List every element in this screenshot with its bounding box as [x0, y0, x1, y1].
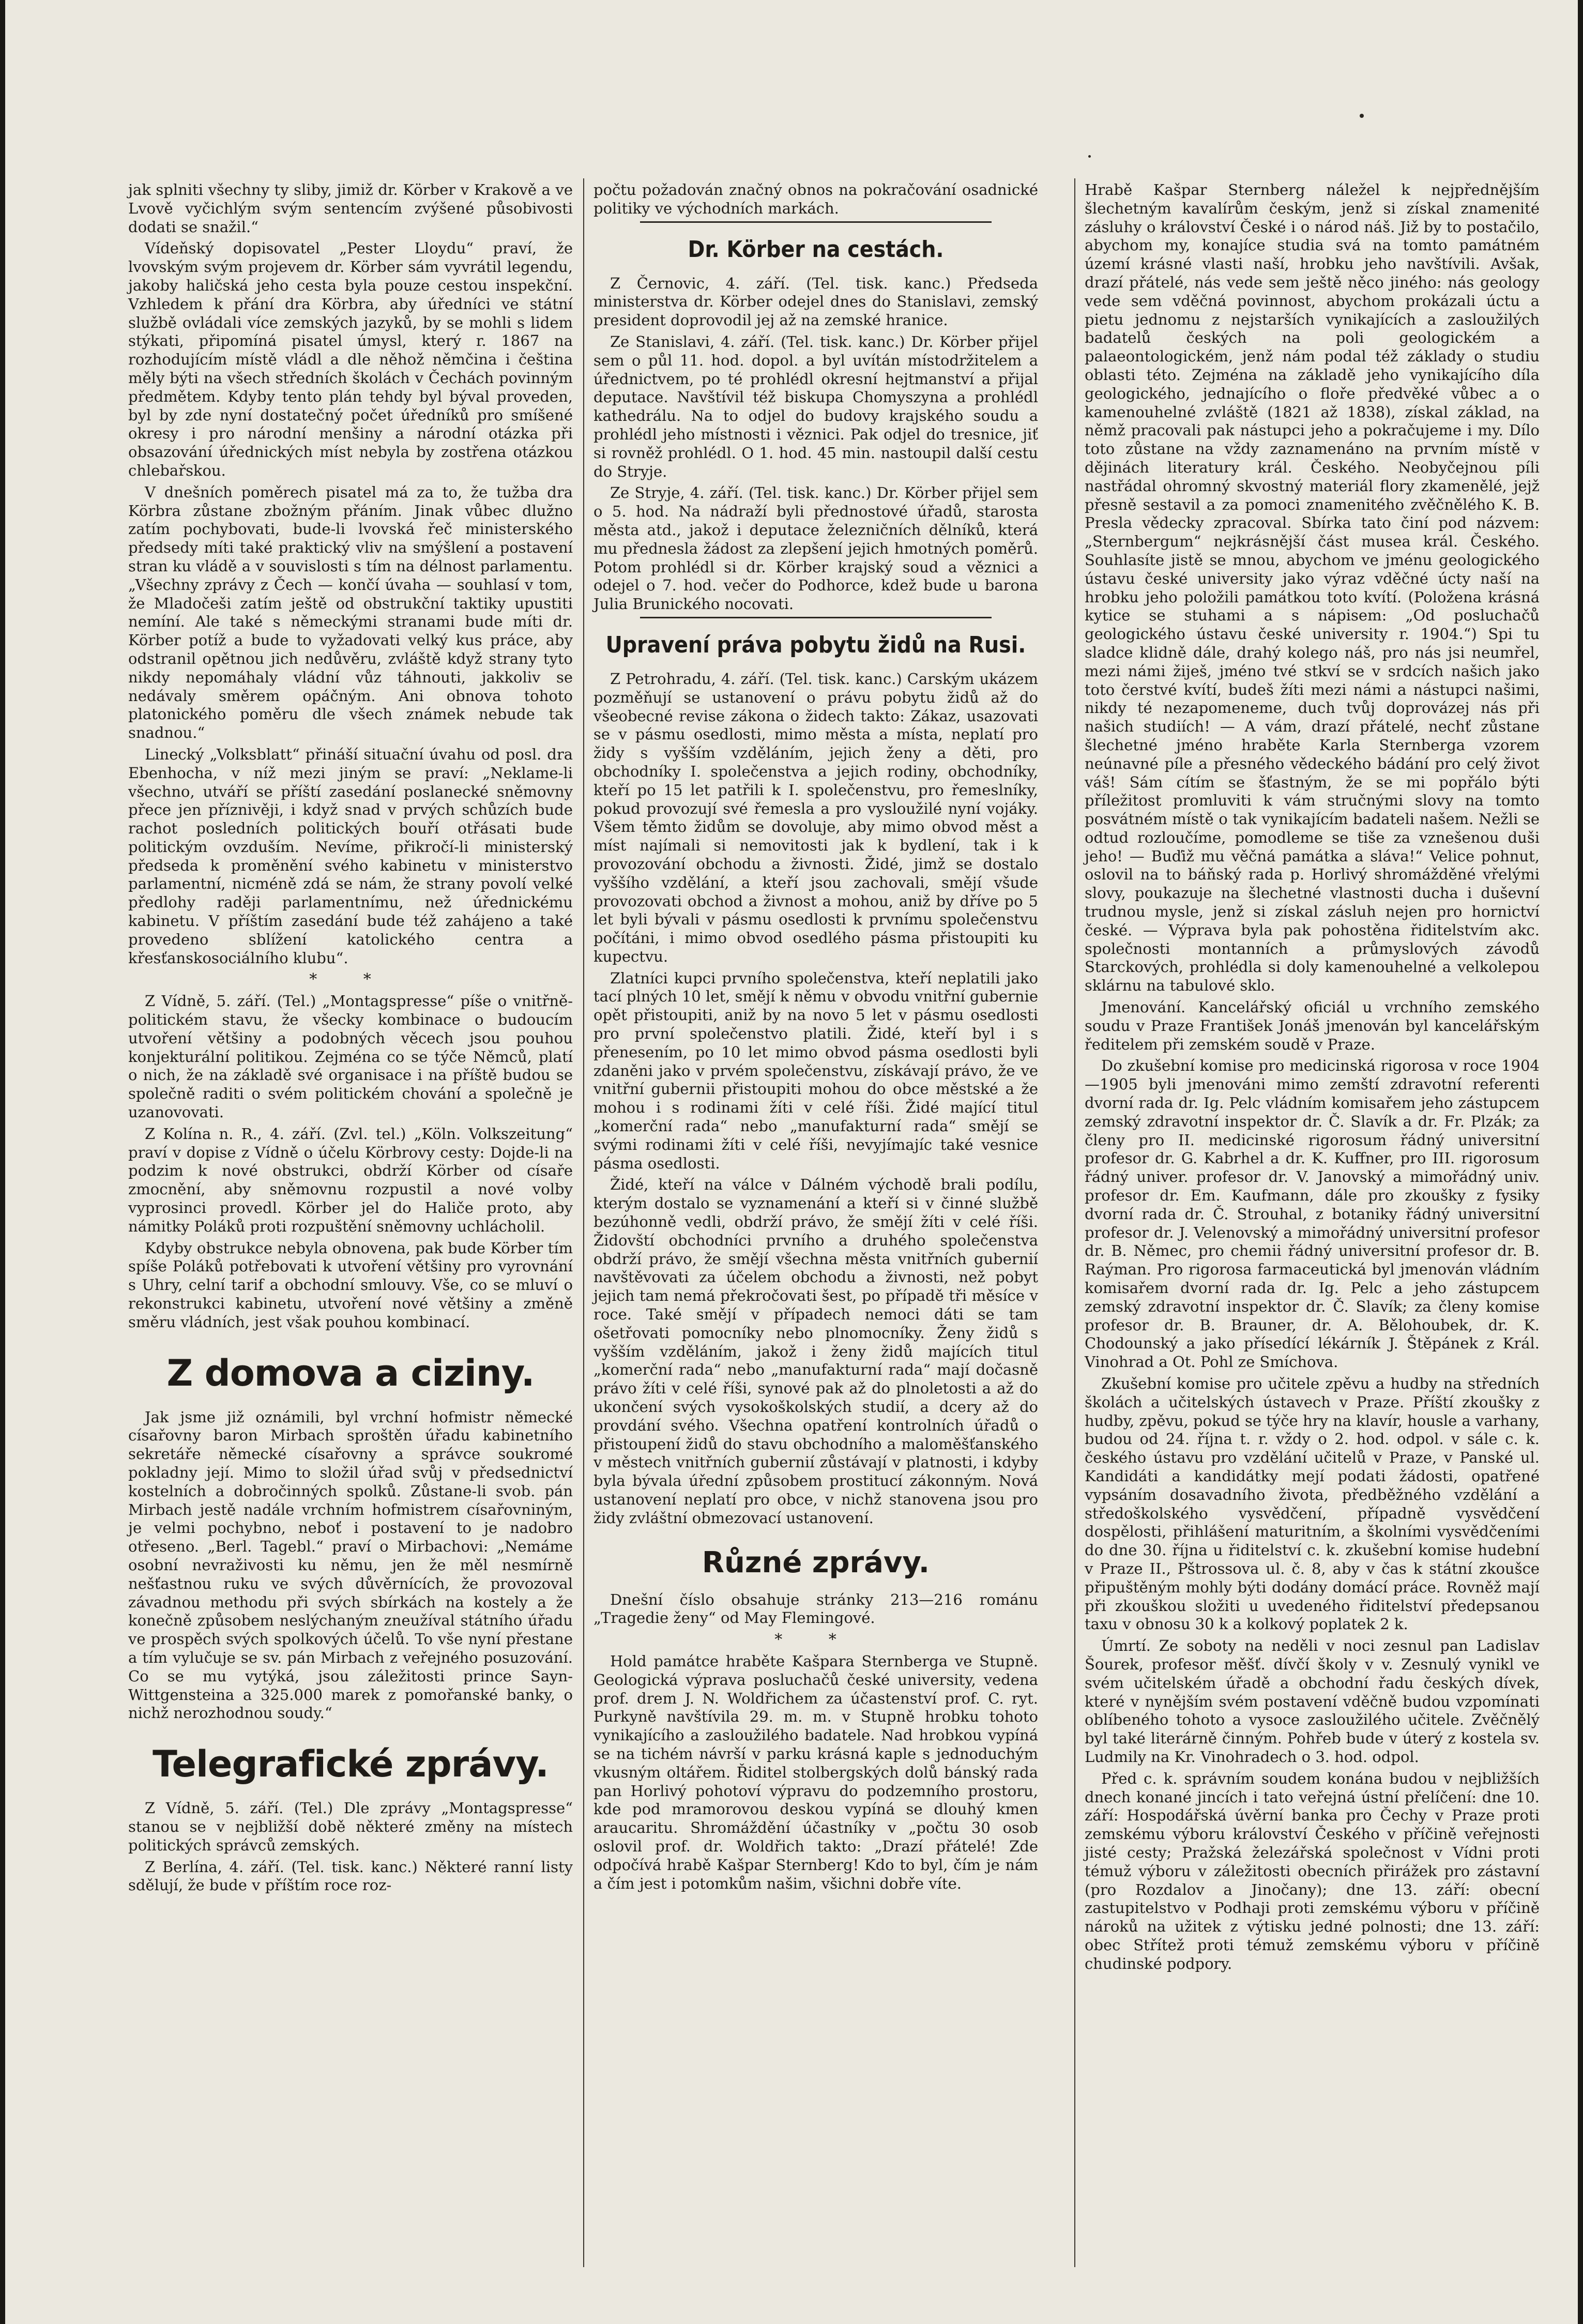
divider	[640, 221, 992, 223]
section-heading-misc: Různé zprávy.	[702, 1545, 930, 1579]
column-3	[1085, 181, 1540, 1977]
paragraph: Z Vídně, 5. září. (Tel.) „Montagspresse“ píše o vnitřně-politickém stavu, že všecky kombinace o budoucím utvoření většiny a podobných věcech jsou pouhou konjekturální politikou. Zejména co se týče Němců, platí o nich, že na základě své organisace i na příště budou se společně raditi o svém politickém chování a společně je uzanovovati.	[128, 992, 573, 1121]
paragraph: Z Berlína, 4. září. (Tel. tisk. kanc.) Některé ranní listy sdělují, že bude v příštím roce roz-	[128, 1858, 573, 1894]
left-page-edge	[0, 0, 5, 2324]
paragraph: Hold památce hraběte Kašpara Sternberga ve Stupně. Geologická výprava posluchačů české university, vedena prof. drem J. N. Woldřichem za účastenství prof. C. ryt. Purkyně navštívila 29. m. m. v Stupně hrobku tohoto vynikajícího a zasloužilého badatele. Nad hrobkou vypíná se na tichém návrší v parku krásná kaple s jednoduchým vkusným oltářem. Řiditel stolbergských dolů bánský rada pan Horlivý pohotoví výpravu do podzemního prostoru, kde pod mramorovou deskou vypíná se dlouhý kmen araucaritu. Shromáždění účastníky v „počtu 30 osob oslovil prof. dr. Woldřich takto: „Drazí přátelé! Zde odpočívá hrabě Kašpar Sternberg! Kdo to byl, čím je nám a čím jest i potomkům našim, všichni dobře víte.	[593, 1652, 1038, 1892]
paragraph: V dnešních poměrech pisatel má za to, že tužba dra Körbra zůstane zbožným přáním. Jinak vůbec dlužno zatím pochybovati, bude-li lvovská řeč ministerského předsedy míti také praktický vliv na smýšlení a postavení stran ku vládě a v souvislosti s tím na délnost parlamentu. „Všechny zprávy z Čech — končí úvaha — souhlasí v tom, že Mladočeši zatím ještě od obstrukční taktiky upustiti nemíní. Ale také s německými stranami bude míti dr. Körber potíž a bude to vyžadovati velký kus práce, aby odstranil opětnou jich nedůvěru, zvláště když strany tyto nikdy nepomáhaly vládní vůz táhnouti, jakkoliv se nedávaly směrem opáčným. Ani obnova tohoto platonického poměru dle všech známek nebude tak snadnou.“	[128, 483, 573, 742]
paragraph: Úmrtí. Ze soboty na neděli v noci zesnul pan Ladislav Šourek, profesor měšť. dívčí školy v v. Zesnulý vynikl ve svém učitelském úřadě a obchodní řadu českých dívek, které v nynějším svém postavení vděčně budou vzpomínati oblíbeného tohoto a vysoce zasloužilého učitele. Zvěčnělý byl také literárně činným. Pohřeb bude v úterý z kostela sv. Ludmily na Kr. Vinohradech o 3. hod. odpol.	[1085, 1637, 1540, 1766]
column-1	[128, 181, 573, 1898]
article-heading-jews: Upravení práva pobytu židů na Rusi.	[605, 631, 1026, 658]
section-heading-domestic: Z domova a ciziny.	[166, 1351, 535, 1394]
paragraph: počtu požadován značný obnos na pokračování osadnické politiky ve východních markách.	[593, 181, 1038, 217]
paragraph: Dnešní číslo obsahuje stránky 213—216 románu „Tragedie ženy“ od May Flemingové.	[593, 1590, 1038, 1627]
paragraph: Do zkušební komise pro medicinská rigorosa v roce 1904—1905 byli jmenováni mimo zemští zdravotní referenti dvorní rada dr. Ig. Pelc vládním komisařem jeho zástupcem zemský zdravotní inspektor dr. Č. Slavík a dr. Fr. Plzák; za členy pro II. medicinské rigorosum řádný universitní profesor dr. G. Kabrhel a dr. K. Kuffner, pro III. rigorosum řádný univer. profesor dr. V. Janovský a mimořádný univ. profesor dr. Em. Kaufmann, dále pro zkoušky z fysiky dvorní rada dr. Č. Strouhal, z botaniky řádný universitní profesor dr. J. Velenovský a mimořádný universitní profesor dr. B. Němec, pro chemii řádný universitní profesor dr. B. Raýman. Pro rigorosa farmaceutická byl jmenován vládním komisařem dvorní rada dr. Ig. Pelc a jeho zástupcem zemský zdravotní inspektor dr. Č. Slavík; za členy komise profesor dr. B. Brauner, dr. A. Bělohoubek, dr. K. Chodounský a jako přísedící lékárník J. Štěpánek z Král. Vinohrad a Ot. Pohl ze Smíchova.	[1085, 1057, 1540, 1371]
separator-stars: * *	[309, 970, 392, 989]
paragraph: Z Vídně, 5. září. (Tel.) Dle zprávy „Montagspresse“ stanou se v nejbližší době některé změny na místech politických správců zemských.	[128, 1799, 573, 1854]
paragraph: Zlatníci kupci prvního společenstva, kteří neplatili jako tací plných 10 let, smějí k němu v obvodu vnitřní gubernie opět přistoupiti, aniž by na novo 5 let v pásmu osedlosti pro první společenstvo platili. Židé, kteří byl i s přenesením, po 10 let mimo obvod pásma osedlosti byli zdaněni jako v prvém společenstvu, získávají právo, že ve vnitřní gubernii přistoupiti mohou do obce městské a že mohou i s rodinami žíti v celé říši. Židé mající titul „komerční rada“ nebo „manufakturní rada“ smějí se svými rodinami žíti v celé říši, nevyjímajíc také vesnice pásma osedlosti.	[593, 969, 1038, 1172]
paragraph: Před c. k. správním soudem konána budou v nejbližších dnech konané jincích i tato veřejná ústní přelíčení: dne 10. září: Hospodářská úvěrní banka pro Čechy v Praze proti zemskému výboru království Českého v příčině veřejnosti jisté cesty; Pražská železářská společnost v Vídni proti témuž výboru v záležitosti obecních přirážek pro zástavní (pro Rozdalov a Jinočany); dne 13. září: obecní zastupitelstvo v Podhaji proti zemskému výboru v příčině nároků na užitek z výtisku jedné polnosti; dne 13. září: obec Střítež proti témuž zemskému výboru v příčině chudinské podpory.	[1085, 1769, 1540, 1972]
right-page-edge	[1578, 0, 1583, 2324]
paragraph: Ze Stanislavi, 4. září. (Tel. tisk. kanc.) Dr. Körber přijel sem o půl 11. hod. dopol. a byl uvítán místodržitelem a úřednictvem, po té prohlédl okresní hejtmanství a přijal deputace. Navštívil též biskupa Chomyszyna a prohlédl kathedrálu. Na to odjel do budovy krajského soudu a prohlédl jeho místnosti i věznici. Pak odjel do tresnice, jiť si rovněž prohlédl. O 1. hod. 45 min. nastoupil další cestu do Stryje.	[593, 332, 1038, 480]
paragraph: Hrabě Kašpar Sternberg náležel k nejpřednějším šlechetným kavalírům českým, jenž si získal znamenité zásluhy o království České i o národ náš. Již by to postačilo, abychom my, konajíce studia svá na tomto památném území krásné vlasti naší, hrobku jeho navštívili. Avšak, drazí přátelé, nás vede sem ještě něco jiného: nás geology vede sem vděčná povinnost, abychom prokázali úctu a pietu jednomu z nejstarších vynikajících a zasloužilých badatelů českých na poli geologickém a palaeontologickém, jenž nám podal též základy o studiu oblasti této. Zejména na základě jeho vynikajícího díla geologického, jednajícího o floře předvěké vůbec a o kamenouhelné zvláště (1821 až 1838), získal základ, na němž pracovali pak nástupci jeho a pokračujeme i my. Dílo toto zůstane na vždy zaznamenáno na prvním místě v dějinách literatury král. Českého. Neobyčejnou píli nastřádal ohromný skvostný materiál flory zkamenělé, jejž přesně sestavil a za pomoci znamenitého zvěčnělého K. B. Presla vědecky zpracoval. Sbírka tato činí pod názvem: „Sternbergum“ nejkrásnější část musea král. Českého. Souhlasíte jistě se mnou, abychom ve jménu geologického ústavu české university jako výraz vděčné úcty naší na hrobku jeho položili památkou toto kvítí. (Položena krásná kytice se stuhami a s nápisem: „Od posluchačů geologického ústavu české university r. 1904.“) Spi tu sladce klidně dále, drahý kolego náš, pro nás jsi neumřel, mezi námi žiješ, jméno tvé stkví se v srdcích našich jako toto čerstvé kvítí, budeš žíti mezi námi a nástupci našimi, nikdy té nezapomeneme, duch tvůj doprovázej nás při našich studiích! — A vám, drazí přátelé, nechť zůstane šlechetné jméno hraběte Karla Sternberga vzorem neúnavné píle a přesného vědeckého bádání pro celý život váš! Sám cítím se šťastným, že se mi popřálo býti příležitost promluviti k vám stručnými slovy na tomto posvátném místě o tak vynikajícím badateli našem. Nežli se odtud rozloučíme, pomodleme se tiše za vznešenou duši jeho! — Buďiž mu věčná památka a sláva!“ Velice pohnut, oslovil na to báňský rada p. Horlivý shromážděné vřelými slovy, poukazuje na šlechetné vlastnosti ducha i duševní trudnou mysle, jenž si získal zásluh nejen pro hornictví české. — Výprava byla pak pohostěna řiditelstvím akc. společnosti montanních a průmyslových závodů Starckových, prohlédla si doly kamenouhelné a velkolepou sklárnu na tabulové sklo.	[1085, 181, 1540, 995]
paragraph: Z Petrohradu, 4. září. (Tel. tisk. kanc.) Carským ukázem pozměňují se ustanovení o právu pobytu židů až do všeobecné revise zákona o židech takto: Zákaz, usazovati se v pásmu osedlosti, mimo města a místa, neplatí pro židy s vyšším vzděláním, jejich ženy a děti, pro obchodníky I. společenstva a jejich rodiny, obchodníky, kteří po 15 let patřili k I. společenstvu, pro řemeslníky, pokud provozují své řemesla a pro vysloužilé nyní vojáky. Všem těmto židům se dovoluje, aby mimo obvod měst a míst najímali si nemovitosti jak k bydlení, tak i k provozování obchodu a živnosti. Židé, jimž se dostalo vyššího vzdělání, a kteří jsou zachovali, smějí všude provozovati obchod a živnost a mohou, aniž by dříve po 5 let byli bývali v pásmu osedlosti k prvnímu společenstvu počítáni, i mimo obvod osedlého pásma přistoupiti ku kupectvu.	[593, 670, 1038, 965]
paragraph: Židé, kteří na válce v Dálném východě brali podílu, kterým dostalo se vyznamenání a kteří si v činné službě bezúhonně vedli, obdrží právo, že smějí žíti v celé říši. Židovští obchodníci prvního a druhého společenstva obdrží právo, že smějí všechna města vnitřních gubernií navštěvovati za účelem obchodu a živnosti, než pobyt jejich tam nemá překročovati šest, po případě tři měsíce v roce. Také smějí v případech nemoci dáti se tam ošetřovati pomocníky nebo plnomocníky. Ženy židů s vyšším vzděláním, jakož i ženy židů majících titul „komerční rada“ nebo „manufakturní rada“ mají dočasně právo žíti v celé říši, synové pak až do plnoletosti a až do ukončení svých vysokoškolských studií, a dcery až do provdání svého. Všechna opatření kontrolních úřadů o přistoupení židů do stavu obchodního a maloměšťanského v městech vnitřních gubernií zůstávají v platnosti, i kdyby byla bývala úřední způsobem prostitucí zákonným. Nová ustanovení neplatí pro obce, v nichž stanovena jsou pro židy zvláštní obmezovací ustanovení.	[593, 1176, 1038, 1527]
separator-stars: * *	[774, 1631, 857, 1649]
print-speck	[1360, 114, 1364, 118]
print-speck	[1088, 155, 1091, 158]
paragraph: Kdyby obstrukce nebyla obnovena, pak bude Körber tím spíše Poláků potřebovati k utvoření většiny pro vyrovnání s Uhry, celní tarif a obchodní smlouvy. Vše, co se mluví o rekonstrukci kabinetu, utvoření nové většiny a změně směru vládních, jest však pouhou kombinací.	[128, 1239, 573, 1331]
paragraph: Ze Stryje, 4. září. (Tel. tisk. kanc.) Dr. Körber přijel sem o 5. hod. Na nádraží byli přednostové úřadů, starosta města atd., jakož i deputace železničních dělníků, která mu přednesla žádost za zlepšení jejich hmotných poměrů. Potom prohlédl si dr. Körber krajský soud a věznici a odejel o 7. hod. večer do Podhorce, kdež bude u barona Julia Brunického nocovati.	[593, 484, 1038, 613]
column-rule-2	[1074, 178, 1075, 2267]
section-heading-telegraph: Telegrafické zprávy.	[153, 1743, 549, 1786]
paragraph: jak splniti všechny ty sliby, jimiž dr. Körber v Krakově a ve Lvově vyčichlým svým sentencím zvýšené působivosti dodati se snažil.“	[128, 181, 573, 236]
divider	[640, 617, 992, 618]
paragraph: Zkušební komise pro učitele zpěvu a hudby na středních školách a učitelských ústavech v Praze. Příští zkoušky z hudby, zpěvu, pokud se týče hry na klavír, housle a varhany, budou od 24. října t. r. vždy o 2. hod. odpol. v sále c. k. českého ústavu pro vzdělání učitelů v Praze, v Panské ul. Kandidáti a kandidátky mejí podati žádosti, opatřené vypsáním dosavadního života, předběžného vzdělání a středoškolského vysvědčení, případně vysvědčení dospělosti, přihlášení maturitním, a školními vysvědčeními do dne 30. října u řiditelství c. k. zkušební komise hudební v Praze II., Pštrossova ul. č. 8, aby v čas k státní zkoušce připuštěným mohly býti dodány domácí práce. Rovněž mají při zkouškou složiti u uvedeného řiditelství předepsanou taxu v obnosu 30 k a kolkový poplatek 2 k.	[1085, 1375, 1540, 1633]
column-rule-1	[583, 178, 584, 2267]
paragraph: Jak jsme již oznámili, byl vrchní hofmistr německé císařovny baron Mirbach sproštěn úřadu kabinetního sekretáře německé císařovny a správce soukromé pokladny její. Mimo to složil úřad svůj v předsednictví kostelních a dobročinných spolků. Zůstane-li svob. pán Mirbach jestě nadále vrchním hofmistrem císařovniným, je velmi pochybno, neboť i postavení to je nadobro otřeseno. „Berl. Tagebl.“ praví o Mirbachovi: „Nemáme osobní nevraživosti ku němu, jen že měl nesmírně nešťastnou ruku ve svých důvěrnících, že provozoval závadnou methodu při svých sbírkách na kostely a že konečně způsobem neslýchaným zneužíval státního úřadu ve prospěch svých spolkových účelů. To vše nyní přestane a tím vylučuje se sv. pán Mirbach z veřejného posuzování. Co se mu vytýká, jsou záležitosti prince Sayn-Wittgensteina a 325.000 marek z pomořanské banky, o nichž nerozhodnou soudy.“	[128, 1408, 573, 1722]
paragraph: Z Kolína n. R., 4. září. (Zvl. tel.) „Köln. Volkszeitung“ praví v dopise z Vídně o účelu Körbrovy cesty: Dojde-li na podzim k nové obstrukci, obdrží Körber od císaře zmocnění, aby sněmovnu rozpustil a nové volby vyprosinci provedl. Körber jel do Haliče proto, aby námitky Poláků proti rozpuštění sněmovny uchlácholil.	[128, 1125, 573, 1235]
article-heading-korber: Dr. Körber na cestách.	[688, 236, 944, 263]
paragraph: Linecký „Volksblatt“ přináší situační úvahu od posl. dra Ebenhocha, v níž mezi jiným se praví: „Neklame-li všechno, utváří se příští zasedání poslanecké sněmovny přece jen příznivěji, i když snad v prvých schůzích bude rachot posledních politických bouří otřásati bude politickým ovzduším. Nevíme, přikročí-li ministerský předseda k proměnění svého kabinetu v ministerstvo parlamentní, nicméně zdá se nám, že strany povolí velké předlohy raději parlamentnímu, než úřednickému kabinetu. V příštím zasedání bude též zahájeno a také provedeno sblížení katolického centra a křesťanskosociálního klubu“.	[128, 745, 573, 967]
column-2	[593, 181, 1038, 1896]
paragraph: Vídeňský dopisovatel „Pester Lloydu“ praví, že lvovským svým projevem dr. Körber sám vyvrátil legendu, jakoby haličská jeho cesta byla pouze cestou inspekční. Vzhledem k přání dra Körbra, aby úředníci ve státní službě ovládali více zemských jazyků, by se mohli s lidem stýkati, připomíná pisatel úmysl, který r. 1867 na rozhodujícím místě vládl a dle něhož němčina i čeština měly býti na všech středních školách v Čechách povinným předmětem. Kdyby tento plán tehdy byl býval proveden, byl by zde nyní dostatečný počet úředníků pro smíšené okresy i pro národní menšiny a národní otázka při obsazování úřednických míst nebyla by zostřena otázkou chlebařskou.	[128, 239, 573, 479]
paragraph: Jmenování. Kancelářský oficiál u vrchního zemského soudu v Praze František Jonáš jmenován byl kancelářským ředitelem při zemském soudě v Praze.	[1085, 998, 1540, 1053]
paragraph: Z Černovic, 4. září. (Tel. tisk. kanc.) Předseda ministerstva dr. Körber odejel dnes do Stanislavi, zemský president doprovodil jej až na zemské hranice.	[593, 274, 1038, 329]
